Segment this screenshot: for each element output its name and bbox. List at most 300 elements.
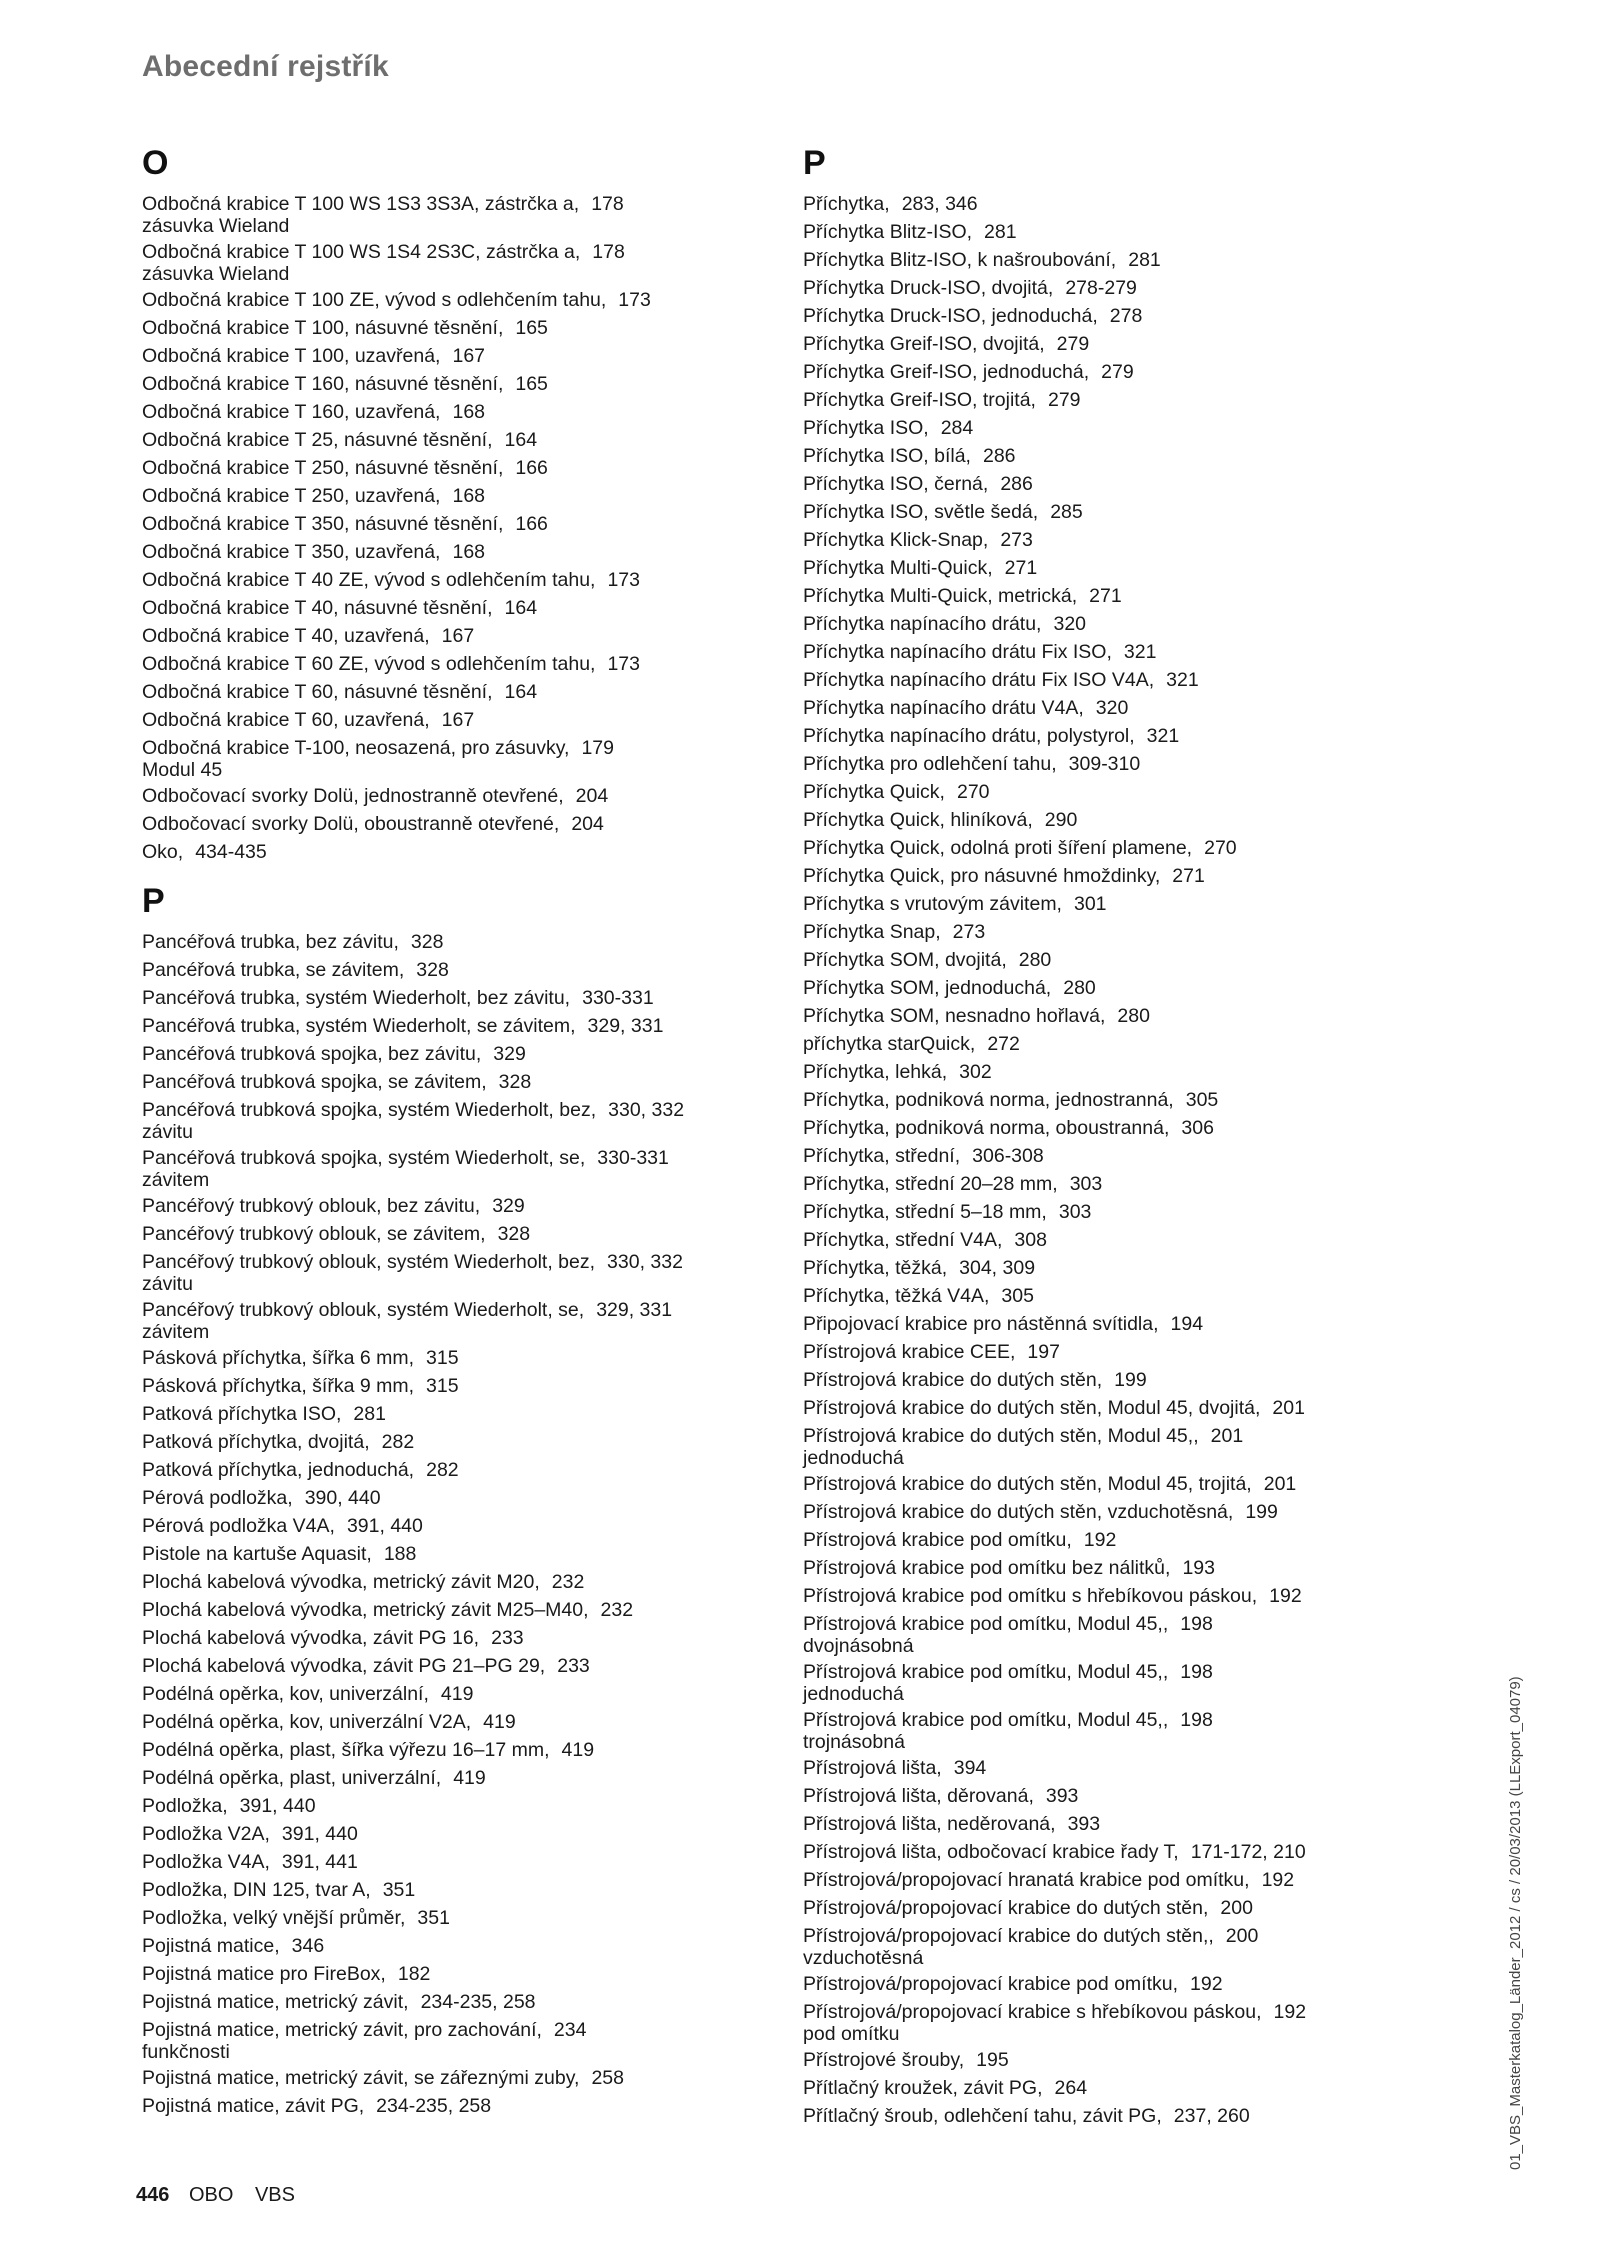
entry-term: Přístrojová/propojovací krabice do dutých stěn, <box>803 1897 1209 1919</box>
entry-continuation: závitu <box>142 1121 193 1143</box>
index-entry <box>142 678 792 706</box>
entry-term: Přítlačný kroužek, závit PG, <box>803 2077 1043 2099</box>
index-entry <box>803 666 1453 694</box>
entry-line <box>803 1866 1453 1894</box>
entry-pages: 232 <box>600 1599 634 1621</box>
entry-line <box>142 370 792 398</box>
entry-term: Odbočná krabice T 100 WS 1S4 2S3C, zástrčka a, <box>142 241 581 263</box>
index-entry <box>142 1540 792 1568</box>
index-entry <box>142 1624 792 1652</box>
entry-line <box>142 1820 792 1848</box>
entry-pages: 393 <box>1045 1785 1079 1807</box>
entry-pages: 201 <box>1210 1425 1244 1447</box>
brand-name: OBO <box>188 2184 234 2206</box>
index-column-right <box>803 142 1453 2130</box>
index-entry <box>803 918 1453 946</box>
index-entry <box>142 1220 792 1248</box>
entry-pages: 305 <box>1185 1089 1219 1111</box>
entry-term: Pojistná matice, <box>142 1935 280 1957</box>
entry-pages: 286 <box>1000 473 1033 495</box>
entry-pages: 171-172, 210 <box>1190 1841 1306 1863</box>
entry-term: Příchytka s vrutovým závitem, <box>803 893 1062 915</box>
entry-line <box>803 750 1453 778</box>
entry-term: Přístrojová krabice pod omítku s hřebíkovou páskou, <box>803 1585 1258 1607</box>
entry-pages: 164 <box>504 429 538 451</box>
entry-term: Pancéřová trubková spojka, se závitem, <box>142 1071 487 1093</box>
entry-pages: 308 <box>1014 1229 1047 1251</box>
index-entry <box>142 510 792 538</box>
index-entry <box>803 2046 1453 2074</box>
entry-pages: 201 <box>1263 1473 1297 1495</box>
entry-pages: 281 <box>1128 249 1161 271</box>
entry-term: Pancéřová trubková spojka, systém Wiederholt, bez, <box>142 1099 597 1121</box>
entry-pages: 168 <box>452 485 486 507</box>
index-entry <box>142 238 792 286</box>
index-entry <box>803 1998 1453 2046</box>
index-entry <box>803 470 1453 498</box>
index-entry <box>803 946 1453 974</box>
entry-pages: 264 <box>1054 2077 1088 2099</box>
entry-term: Odbočná krabice T 100, uzavřená, <box>142 345 441 367</box>
index-entry <box>142 426 792 454</box>
index-entry <box>142 594 792 622</box>
entry-pages: 304, 309 <box>959 1257 1036 1279</box>
entry-line <box>142 650 792 678</box>
entry-term: Příchytka, střední 5–18 mm, <box>803 1201 1047 1223</box>
entry-pages: 321 <box>1146 725 1180 747</box>
entry-line <box>803 386 1453 414</box>
entry-line <box>142 782 792 810</box>
entry-term: Příchytka napínacího drátu, polystyrol, <box>803 725 1135 747</box>
entry-line <box>142 622 792 650</box>
index-entry <box>142 1400 792 1428</box>
entry-line <box>803 1198 1453 1226</box>
entry-pages: 192 <box>1269 1585 1302 1607</box>
index-entry <box>803 1282 1453 1310</box>
entry-term: Přístrojová lišta, odbočovací krabice řady T, <box>803 1841 1179 1863</box>
entry-line <box>142 1764 792 1792</box>
entry-term: Pojistná matice, metrický závit, <box>142 1991 409 2013</box>
entry-line <box>142 1568 792 1596</box>
index-entry <box>142 1144 792 1192</box>
entry-pages: 192 <box>1190 1973 1223 1995</box>
entry-pages: 279 <box>1056 333 1090 355</box>
entry-pages: 197 <box>1027 1341 1060 1363</box>
index-entry <box>803 806 1453 834</box>
index-entry <box>803 1394 1453 1422</box>
entry-pages: 302 <box>959 1061 992 1083</box>
index-entry <box>803 778 1453 806</box>
entry-line <box>142 342 792 370</box>
entry-term: Příchytka, lehká, <box>803 1061 948 1083</box>
entry-line <box>142 1372 792 1400</box>
entry-term: Příchytka, těžká, <box>803 1257 948 1279</box>
entry-term: Odbočná krabice T 100, násuvné těsnění, <box>142 317 504 339</box>
entry-line <box>142 1040 792 1068</box>
entry-term: Odbočná krabice T 250, uzavřená, <box>142 485 441 507</box>
entry-term: Odbočná krabice T 40 ZE, vývod s odlehčením tahu, <box>142 569 596 591</box>
entry-pages: 165 <box>515 373 548 395</box>
index-entry <box>142 1820 792 1848</box>
entry-term: Odbočná krabice T 100 ZE, vývod s odlehčením tahu, <box>142 289 607 311</box>
entry-line <box>142 594 792 622</box>
entry-term: Pancéřová trubka, systém Wiederholt, bez závitu, <box>142 987 571 1009</box>
entry-pages: 178 <box>592 241 625 263</box>
index-entry <box>803 1866 1453 1894</box>
entry-line <box>803 1282 1453 1310</box>
entry-pages: 346 <box>291 1935 325 1957</box>
entry-term: Přístrojová/propojovací krabice s hřebíkovou páskou, <box>803 2001 1262 2023</box>
entry-term: Přístrojová lišta, děrovaná, <box>803 1785 1034 1807</box>
entry-term: Připojovací krabice pro nástěnná svítidla, <box>803 1313 1159 1335</box>
entry-term: Pérová podložka V4A, <box>142 1515 335 1537</box>
index-entry <box>803 722 1453 750</box>
entry-term: Příchytka Greif-ISO, trojitá, <box>803 389 1036 411</box>
index-entry <box>803 302 1453 330</box>
entry-pages: 330-331 <box>582 987 654 1009</box>
index-entry <box>142 2092 792 2120</box>
entry-term: Pérová podložka, <box>142 1487 293 1509</box>
entry-term: Odbočná krabice T 60, uzavřená, <box>142 709 430 731</box>
index-entry <box>803 1470 1453 1498</box>
entry-term: Přístrojová krabice pod omítku, Modul 45,, <box>803 1661 1169 1683</box>
entry-term: Příchytka, <box>803 193 890 215</box>
entry-term: Podélná opěrka, plast, univerzální, <box>142 1767 442 1789</box>
entry-pages: 419 <box>453 1767 486 1789</box>
entry-term: Příchytka ISO, <box>803 417 929 439</box>
entry-pages: 285 <box>1050 501 1083 523</box>
index-entry <box>142 1652 792 1680</box>
entry-line <box>803 1086 1453 1114</box>
entry-line <box>142 1624 792 1652</box>
entry-line <box>142 426 792 454</box>
entry-pages: 173 <box>607 569 640 591</box>
entry-line <box>142 1456 792 1484</box>
index-entry <box>803 1002 1453 1030</box>
entry-term: Pojistná matice, metrický závit, pro zachování, <box>142 2019 542 2041</box>
index-entry <box>142 1428 792 1456</box>
entry-pages: 192 <box>1083 1529 1117 1551</box>
entry-line <box>142 286 792 314</box>
entry-pages: 320 <box>1095 697 1129 719</box>
entry-line <box>803 218 1453 246</box>
index-entry <box>803 526 1453 554</box>
entry-line <box>142 1652 792 1680</box>
index-entry <box>803 890 1453 918</box>
index-entry <box>803 498 1453 526</box>
entry-term: Příchytka ISO, světle šedá, <box>803 501 1039 523</box>
entry-term: Přístrojová krabice CEE, <box>803 1341 1016 1363</box>
entry-term: Pancéřová trubka, se závitem, <box>142 959 405 981</box>
index-entry <box>142 190 792 238</box>
entry-pages: 282 <box>426 1459 459 1481</box>
entry-pages: 280 <box>1117 1005 1150 1027</box>
entry-pages: 315 <box>426 1347 459 1369</box>
index-entry <box>803 1554 1453 1582</box>
entry-pages: 278 <box>1109 305 1143 327</box>
entry-line <box>803 1170 1453 1198</box>
entry-term: Příchytka, střední V4A, <box>803 1229 1003 1251</box>
index-entry <box>803 218 1453 246</box>
entry-line <box>803 358 1453 386</box>
entry-line <box>803 666 1453 694</box>
index-entry <box>142 1344 792 1372</box>
index-entry <box>803 1310 1453 1338</box>
entry-term: Odbočná krabice T 40, násuvné těsnění, <box>142 597 493 619</box>
entry-line <box>142 398 792 426</box>
index-entry <box>803 358 1453 386</box>
entry-pages: 328 <box>410 931 444 953</box>
entry-pages: 315 <box>426 1375 459 1397</box>
index-entry <box>803 582 1453 610</box>
entry-pages: 198 <box>1180 1661 1213 1683</box>
entry-pages: 351 <box>417 1907 450 1929</box>
entry-pages: 351 <box>382 1879 416 1901</box>
index-section <box>142 884 792 2120</box>
entry-term: Příchytka pro odlehčení tahu, <box>803 753 1057 775</box>
index-entry <box>803 1114 1453 1142</box>
index-entry <box>142 1932 792 1960</box>
index-entry <box>803 330 1453 358</box>
entry-term: Přístrojová/propojovací krabice do dutých stěn,, <box>803 1925 1214 1947</box>
entry-line <box>803 1754 1453 1782</box>
entry-term: Podložka, velký vnější průměr, <box>142 1907 406 1929</box>
index-entry <box>803 414 1453 442</box>
entry-pages: 305 <box>1001 1285 1034 1307</box>
index-entry <box>803 1498 1453 1526</box>
index-entry <box>142 1848 792 1876</box>
entry-continuation: vzduchotěsná <box>803 1947 924 1969</box>
entry-pages: 271 <box>1089 585 1122 607</box>
entry-term: Odbočná krabice T 25, násuvné těsnění, <box>142 429 493 451</box>
entry-line <box>803 190 1453 218</box>
entry-line <box>142 2092 792 2120</box>
entry-line <box>142 1484 792 1512</box>
product-line: VBS <box>254 2184 295 2206</box>
index-entry <box>142 2016 792 2064</box>
index-entry <box>803 190 1453 218</box>
index-entry <box>803 1366 1453 1394</box>
entry-line <box>142 1848 792 1876</box>
entry-pages: 419 <box>440 1683 474 1705</box>
entry-term: Přítlačný šroub, odlehčení tahu, závit PG, <box>803 2105 1162 2127</box>
entry-pages: 330, 332 <box>608 1099 685 1121</box>
index-entry <box>142 1960 792 1988</box>
entry-continuation: funkčnosti <box>142 2041 230 2063</box>
index-entry <box>803 554 1453 582</box>
entry-term: Pojistná matice pro FireBox, <box>142 1963 386 1985</box>
entry-line <box>803 834 1453 862</box>
entry-pages: 290 <box>1044 809 1078 831</box>
entry-line <box>142 1400 792 1428</box>
entry-line <box>803 1142 1453 1170</box>
index-entry <box>803 1254 1453 1282</box>
index-entry <box>803 638 1453 666</box>
entry-line <box>803 1582 1453 1610</box>
entry-pages: 271 <box>1172 865 1205 887</box>
index-entry <box>142 566 792 594</box>
index-entry <box>142 1040 792 1068</box>
entry-term: Podélná opěrka, plast, šířka výřezu 16–17 mm, <box>142 1739 550 1761</box>
entry-term: Oko, <box>142 841 184 863</box>
index-entry <box>803 1226 1453 1254</box>
entry-line <box>803 1894 1453 1922</box>
entry-pages: 281 <box>353 1403 386 1425</box>
entry-term: Příchytka Greif-ISO, jednoduchá, <box>803 361 1090 383</box>
entry-term: Přístrojová krabice do dutých stěn, Modul 45, trojitá, <box>803 1473 1252 1495</box>
entry-term: Plochá kabelová vývodka, závit PG 16, <box>142 1627 480 1649</box>
index-entry <box>803 834 1453 862</box>
page-number: 446 <box>136 2184 170 2206</box>
entry-line <box>803 1114 1453 1142</box>
entry-pages: 328 <box>416 959 449 981</box>
entry-term: Přístrojová lišta, neděrovaná, <box>803 1813 1056 1835</box>
entry-term: Patková příchytka, dvojitá, <box>142 1431 370 1453</box>
entry-term: Pancéřová trubka, systém Wiederholt, se závitem, <box>142 1015 576 1037</box>
entry-term: Odbočná krabice T 250, násuvné těsnění, <box>142 457 504 479</box>
entry-pages: 234 <box>553 2019 587 2041</box>
page-title: Abecední rejstřík <box>142 50 389 83</box>
index-entry <box>803 1894 1453 1922</box>
entry-line <box>803 918 1453 946</box>
entry-line <box>803 2102 1453 2130</box>
index-entry <box>142 1568 792 1596</box>
entry-pages: 270 <box>956 781 990 803</box>
entry-term: Příchytka Snap, <box>803 921 941 943</box>
entry-term: Pancéřový trubkový oblouk, systém Wiederholt, se, <box>142 1299 585 1321</box>
entry-line <box>142 1344 792 1372</box>
entry-pages: 391, 440 <box>281 1823 358 1845</box>
entry-pages: 193 <box>1182 1557 1215 1579</box>
entry-term: Podélná opěrka, kov, univerzální V2A, <box>142 1711 472 1733</box>
entry-pages: 284 <box>940 417 974 439</box>
entry-pages: 168 <box>452 401 486 423</box>
entry-term: Příchytka, střední 20–28 mm, <box>803 1173 1058 1195</box>
entry-term: Příchytka Druck-ISO, dvojitá, <box>803 277 1054 299</box>
entry-term: Přístrojová krabice do dutých stěn, <box>803 1369 1103 1391</box>
entry-continuation: závitem <box>142 1321 210 1343</box>
entry-pages: 281 <box>984 221 1017 243</box>
entry-line <box>803 1470 1453 1498</box>
index-section <box>142 146 792 866</box>
entry-line <box>803 582 1453 610</box>
entry-pages: 273 <box>1000 529 1033 551</box>
index-entry <box>142 370 792 398</box>
entry-term: Přístrojová krabice pod omítku, <box>803 1529 1072 1551</box>
entry-pages: 280 <box>1018 949 1052 971</box>
entry-term: Příchytka Klick-Snap, <box>803 529 989 551</box>
index-entry <box>142 1596 792 1624</box>
entry-line <box>142 678 792 706</box>
entry-term: Přístrojová/propojovací hranatá krabice pod omítku, <box>803 1869 1250 1891</box>
index-entry <box>142 734 792 782</box>
entry-pages: 234-235, 258 <box>376 2095 492 2117</box>
entry-line <box>803 610 1453 638</box>
entry-pages: 166 <box>515 457 548 479</box>
entry-pages: 204 <box>575 785 609 807</box>
entry-pages: 168 <box>452 541 486 563</box>
entry-line <box>142 1220 792 1248</box>
index-entry <box>142 2064 792 2092</box>
index-entry <box>803 274 1453 302</box>
index-entry <box>803 862 1453 890</box>
entry-pages: 328 <box>498 1071 532 1093</box>
entry-line <box>803 274 1453 302</box>
entry-term: Příchytka, střední, <box>803 1145 961 1167</box>
entry-pages: 393 <box>1067 1813 1101 1835</box>
entry-line <box>142 454 792 482</box>
entry-line <box>803 1338 1453 1366</box>
entry-line <box>803 330 1453 358</box>
entry-term: Příchytka, těžká V4A, <box>803 1285 990 1307</box>
index-entry <box>803 694 1453 722</box>
entry-line <box>803 414 1453 442</box>
entry-term: Pancéřový trubkový oblouk, systém Wiederholt, bez, <box>142 1251 596 1273</box>
entry-term: Příchytka Blitz-ISO, <box>803 221 973 243</box>
entry-line <box>142 1680 792 1708</box>
entry-term: Příchytka, podniková norma, jednostranná, <box>803 1089 1174 1111</box>
entry-line <box>803 2074 1453 2102</box>
entry-term: Příchytka, podniková norma, oboustranná, <box>803 1117 1170 1139</box>
index-entry <box>803 1658 1453 1706</box>
index-entry <box>142 1680 792 1708</box>
index-entry <box>803 1754 1453 1782</box>
section-letter: P <box>803 144 826 182</box>
entry-line <box>142 1932 792 1960</box>
index-entry <box>142 1708 792 1736</box>
entry-term: Příchytka SOM, dvojitá, <box>803 949 1007 971</box>
entry-pages: 195 <box>976 2049 1009 2071</box>
entry-line <box>803 1554 1453 1582</box>
entry-pages: 166 <box>515 513 548 535</box>
entry-pages: 320 <box>1053 613 1087 635</box>
entry-term: Odbočná krabice T 160, uzavřená, <box>142 401 441 423</box>
entry-term: Přístrojová krabice pod omítku bez nálitků, <box>803 1557 1171 1579</box>
index-entry <box>803 610 1453 638</box>
entry-term: Plochá kabelová vývodka, metrický závit M20, <box>142 1571 540 1593</box>
index-entry <box>803 1838 1453 1866</box>
entry-term: Odbočovací svorky Dolü, oboustranně otevřené, <box>142 813 560 835</box>
index-entry <box>142 1296 792 1344</box>
index-entry <box>803 1810 1453 1838</box>
entry-term: Pancéřová trubková spojka, bez závitu, <box>142 1043 482 1065</box>
entry-continuation: závitem <box>142 1169 210 1191</box>
entry-line <box>142 1960 792 1988</box>
entry-term: Pásková příchytka, šířka 9 mm, <box>142 1375 415 1397</box>
entry-pages: 194 <box>1170 1313 1204 1335</box>
index-entry <box>803 386 1453 414</box>
entry-term: Příchytka Blitz-ISO, k našroubování, <box>803 249 1117 271</box>
index-entry <box>142 1792 792 1820</box>
index-entry <box>142 706 792 734</box>
index-entry <box>142 1456 792 1484</box>
index-entry <box>803 1142 1453 1170</box>
entry-term: Odbočná krabice T 350, uzavřená, <box>142 541 441 563</box>
entry-pages: 199 <box>1114 1369 1147 1391</box>
index-entry <box>803 1198 1453 1226</box>
entry-term: Podložka V4A, <box>142 1851 270 1873</box>
index-entry <box>803 1706 1453 1754</box>
page-footer <box>136 2184 295 2207</box>
entry-term: Příchytka Druck-ISO, jednoduchá, <box>803 305 1098 327</box>
entry-continuation: závitu <box>142 1273 193 1295</box>
index-entry <box>142 810 792 838</box>
entry-pages: 271 <box>1004 557 1038 579</box>
entry-line <box>803 974 1453 1002</box>
entry-continuation: zásuvka Wieland <box>142 263 290 285</box>
entry-pages: 198 <box>1180 1613 1213 1635</box>
entry-pages: 199 <box>1245 1501 1278 1523</box>
